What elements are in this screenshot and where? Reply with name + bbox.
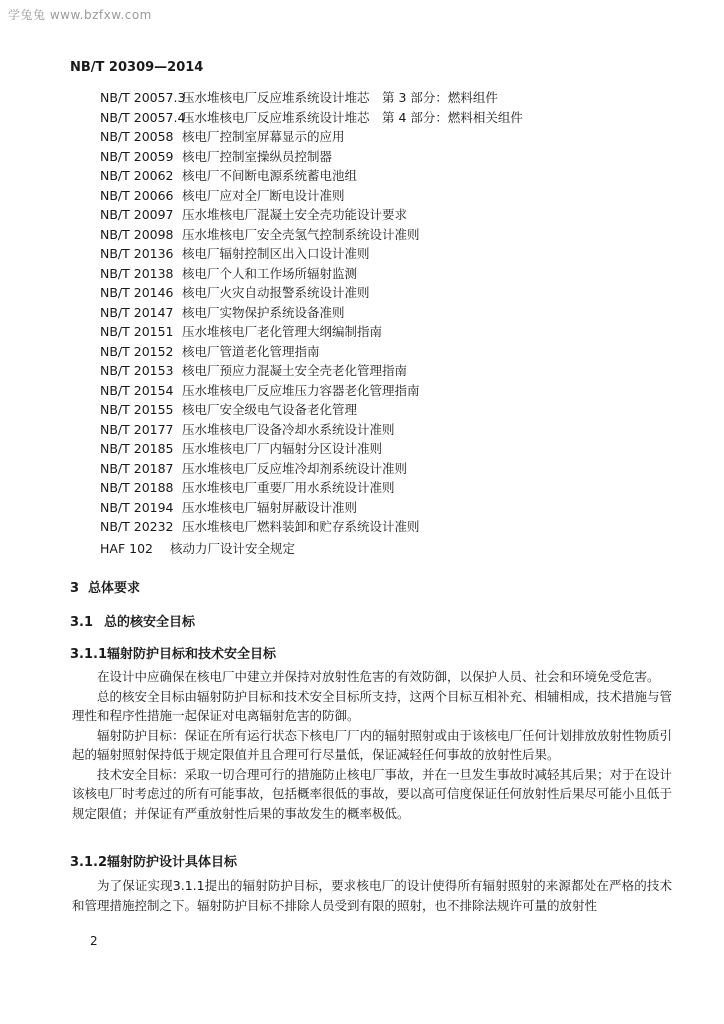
section-number: 3.1.1 xyxy=(70,647,108,662)
reference-row xyxy=(100,283,523,303)
reference-row xyxy=(100,264,523,284)
reference-row xyxy=(100,205,523,225)
reference-standards-list xyxy=(100,88,523,558)
reference-title: 核动力厂设计安全规定 xyxy=(170,540,296,556)
reference-row xyxy=(100,322,523,342)
reference-code: NB/T 20059 xyxy=(100,148,174,164)
reference-row xyxy=(100,303,523,323)
reference-row xyxy=(100,108,523,128)
reference-code: NB/T 20151 xyxy=(100,324,174,339)
reference-title: 核电厂控制室操纵员控制器 xyxy=(182,148,333,164)
reference-title: 核电厂个人和工作场所辐射监测 xyxy=(182,265,358,281)
reference-row xyxy=(100,342,523,362)
reference-title: 核电厂不间断电源系统蓄电池组 xyxy=(182,168,358,183)
reference-code: HAF 102 xyxy=(100,540,153,556)
reference-title: 核电厂实物保护系统设备准则 xyxy=(182,304,345,320)
reference-row xyxy=(100,88,523,108)
reference-code: NB/T 20057.4 xyxy=(100,109,186,125)
reference-title: 核电厂安全级电气设备老化管理 xyxy=(182,402,358,417)
reference-title: 核电厂火灾自动报警系统设计准则 xyxy=(182,285,370,300)
reference-row xyxy=(100,147,523,167)
reference-code: NB/T 20097 xyxy=(100,207,174,222)
reference-code: NB/T 20066 xyxy=(100,187,174,203)
reference-title: 核电厂预应力混凝土安全壳老化管理指南 xyxy=(182,363,408,378)
reference-code: NB/T 20185 xyxy=(100,441,174,456)
section-3-1-heading xyxy=(70,611,195,630)
section-3-heading xyxy=(70,577,140,596)
section-3-1-1-heading xyxy=(70,643,276,662)
reference-row xyxy=(100,127,523,147)
reference-code: NB/T 20057.3 xyxy=(100,90,186,105)
paragraph: 在设计中应确保在核电厂中建立并保持对放射性危害的有效防御，以保护人员、社会和环境免受危害。 xyxy=(97,669,660,684)
paragraph: 技术安全目标：采取一切合理可行的措施防止核电厂事故，并在一旦发生事故时减轻其后果；对于在设计该核电厂时考虑过的所有可能事故，包括概率很低的事故，要以高可信度保证任何放射性后果尽可能小且低于规定限值；并保证有严重放射性后果的事故发生的概率极低。 xyxy=(72,766,673,821)
reference-title: 压水堆核电厂辐射屏蔽设计准则 xyxy=(182,499,358,515)
reference-code: NB/T 20153 xyxy=(100,363,174,378)
reference-row xyxy=(100,517,523,537)
reference-title: 压水堆核电厂厂内辐射分区设计准则 xyxy=(182,441,383,456)
reference-title: 核电厂控制室屏幕显示的应用 xyxy=(182,129,345,144)
section-number: 3.1.2 xyxy=(70,855,108,870)
reference-row xyxy=(100,166,523,186)
section-title: 辐射防护目标和技术安全目标 xyxy=(107,647,277,662)
section-number: 3 xyxy=(70,581,80,596)
reference-title: 压水堆核电厂反应堆压力容器老化管理指南 xyxy=(182,382,420,398)
reference-title: 压水堆核电厂反应堆系统设计堆芯 第 4 部分：燃料相关组件 xyxy=(182,109,523,125)
reference-row xyxy=(100,459,523,479)
reference-title: 核电厂应对全厂断电设计准则 xyxy=(182,187,345,203)
reference-code: NB/T 20136 xyxy=(100,246,174,261)
reference-row xyxy=(100,498,523,518)
section-3-1-2-body xyxy=(72,876,672,915)
reference-code: NB/T 20194 xyxy=(100,499,174,515)
reference-code: NB/T 20062 xyxy=(100,168,174,183)
paragraph: 辐射防护目标：保证在所有运行状态下核电厂厂内的辐射照射或由于该核电厂任何计划排放放射性物质引起的辐射照射保持低于规定限值并且合理可行尽量低，保证减轻任何事故的放射性后果。 xyxy=(72,727,673,762)
watermark: 学兔兔 www.bzfxw.com xyxy=(8,8,152,22)
reference-code: NB/T 20188 xyxy=(100,480,174,495)
reference-code: NB/T 20152 xyxy=(100,343,174,359)
reference-row-haf xyxy=(100,539,523,559)
reference-title: 压水堆核电厂老化管理大纲编制指南 xyxy=(182,324,383,339)
reference-row xyxy=(100,361,523,381)
reference-title: 压水堆核电厂反应堆系统设计堆芯 第 3 部分：燃料组件 xyxy=(182,90,498,105)
section-number: 3.1 xyxy=(70,615,94,630)
reference-code: NB/T 20147 xyxy=(100,304,174,320)
reference-title: 核电厂管道老化管理指南 xyxy=(182,343,320,359)
reference-row xyxy=(100,420,523,440)
reference-code: NB/T 20154 xyxy=(100,382,174,398)
reference-code: NB/T 20146 xyxy=(100,285,174,300)
reference-title: 压水堆核电厂设备冷却水系统设计准则 xyxy=(182,421,395,437)
page-number: 2 xyxy=(90,934,98,948)
reference-title: 压水堆核电厂燃料装卸和贮存系统设计准则 xyxy=(182,519,420,534)
reference-row xyxy=(100,225,523,245)
reference-title: 压水堆核电厂混凝土安全壳功能设计要求 xyxy=(182,207,408,222)
section-title: 总体要求 xyxy=(88,581,141,596)
reference-title: 压水堆核电厂安全壳氢气控制系统设计准则 xyxy=(182,226,420,242)
reference-title: 压水堆核电厂重要厂用水系统设计准则 xyxy=(182,480,395,495)
paragraph: 为了保证实现3.1.1提出的辐射防护目标，要求核电厂的设计使得所有辐射照射的来源都处在严格的技术和管理措施控制之下。辐射防护目标不排除人员受到有限的照射，也不排除法规许可量的放射性 xyxy=(72,878,672,913)
reference-row xyxy=(100,439,523,459)
document-code: NB/T 20309—2014 xyxy=(70,60,204,75)
reference-row xyxy=(100,381,523,401)
reference-code: NB/T 20155 xyxy=(100,402,174,417)
reference-row xyxy=(100,244,523,264)
reference-code: NB/T 20098 xyxy=(100,226,174,242)
section-title: 总的核安全目标 xyxy=(104,615,196,630)
reference-title: 压水堆核电厂反应堆冷却剂系统设计准则 xyxy=(182,460,408,476)
section-3-1-1-body xyxy=(72,667,672,823)
reference-title: 核电厂辐射控制区出入口设计准则 xyxy=(182,246,370,261)
reference-code: NB/T 20058 xyxy=(100,129,174,144)
reference-row xyxy=(100,478,523,498)
section-3-1-2-heading xyxy=(70,851,237,870)
section-title: 辐射防护设计具体目标 xyxy=(107,855,238,870)
reference-code: NB/T 20177 xyxy=(100,421,174,437)
reference-row xyxy=(100,186,523,206)
reference-code: NB/T 20187 xyxy=(100,460,174,476)
paragraph: 总的核安全目标由辐射防护目标和技术安全目标所支持，这两个目标互相补充、相辅相成，技术措施与管理性和程序性措施一起保证对电离辐射危害的防御。 xyxy=(72,688,673,723)
reference-code: NB/T 20232 xyxy=(100,519,174,534)
reference-code: NB/T 20138 xyxy=(100,265,174,281)
reference-row xyxy=(100,400,523,420)
